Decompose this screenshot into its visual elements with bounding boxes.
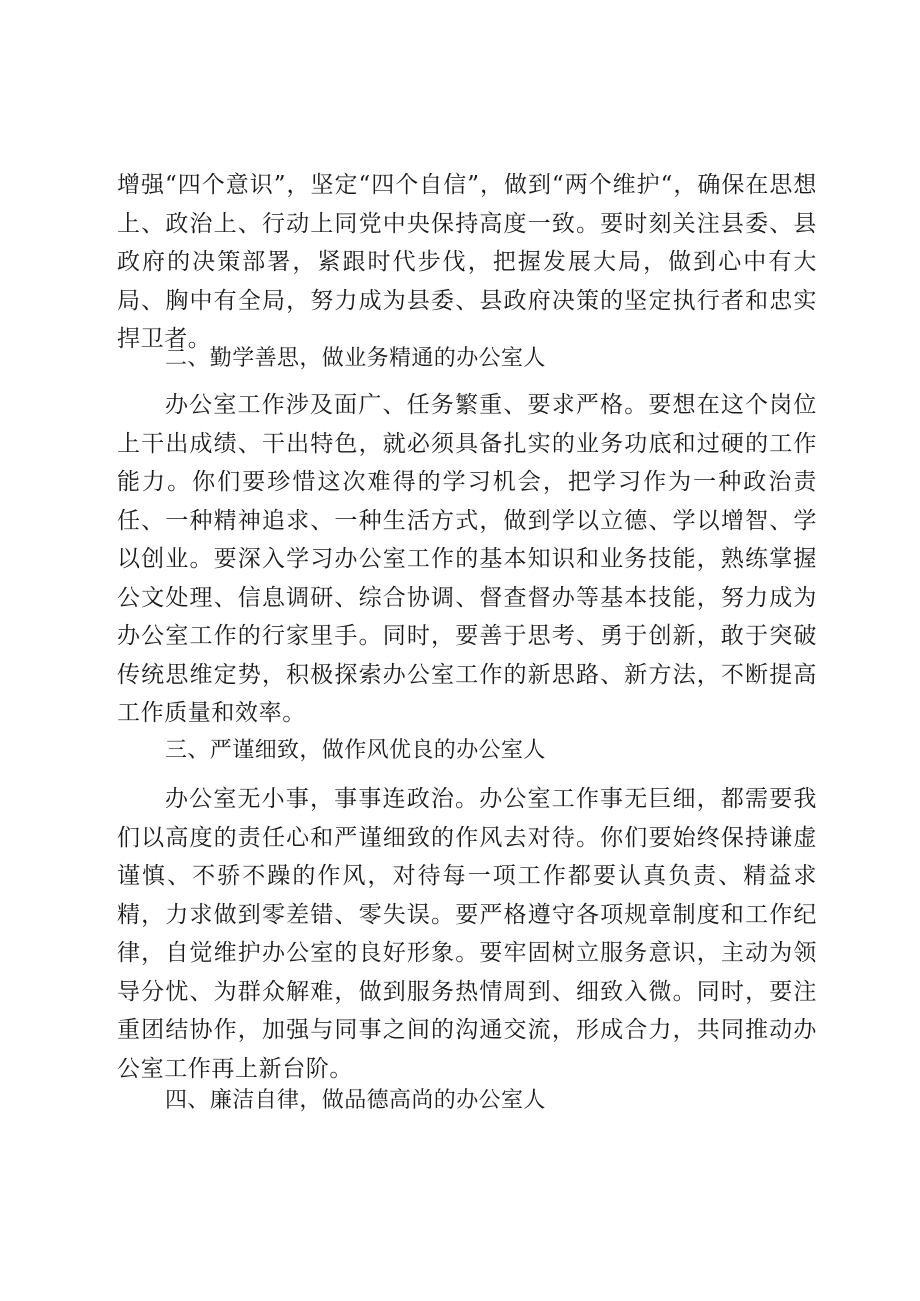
section-heading-2: 二、勤学善思，做业务精通的办公室人 bbox=[165, 346, 546, 371]
section-heading-4: 四、廉洁自律，做品德高尚的办公室人 bbox=[165, 1088, 546, 1113]
body-paragraph-section-2: 办公室工作涉及面广、任务繁重、要求严格。要想在这个岗位上干出成绩、干出特色，就必须具备扎实的业务功底和过硬的工作能力。你们要珍惜这次难得的学习机会，把学习作为一种政治责任、一种精神追求、一种生活方式，做到学以立德、学以增智、学以创业。要深入学习办公室工作的基本知识和业务技能，熟练掌握公文处理、信息调研、综合协调、督查督办等基本技能，努力成为办公室工作的行家里手。同时，要善于思考、勇于创新，敢于突破传统思维定势，积极探索办公室工作的新思路、新方法，不断提高工作质量和效率。 bbox=[117, 392, 817, 726]
section-heading-3: 三、严谨细致，做作风优良的办公室人 bbox=[165, 738, 546, 763]
body-paragraph-section-3: 办公室无小事，事事连政治。办公室工作事无巨细，都需要我们以高度的责任心和严谨细致的作风去对待。你们要始终保持谦虚谨慎、不骄不躁的作风，对待每一项工作都要认真负责、精益求精，力求做到零差错、零失误。要严格遵守各项规章制度和工作纪律，自觉维护办公室的良好形象。要牢固树立服务意识，主动为领导分忧、为群众解难，做到服务热情周到、细致入微。同时，要注重团结协作，加强与同事之间的沟通交流，形成合力，共同推动办公室工作再上新台阶。 bbox=[117, 786, 817, 1082]
body-paragraph-continued: 增强“四个意识”，坚定“四个自信”，做到“两个维护“，确保在思想上、政治上、行动上同党中央保持高度一致。要时刻关注县委、县政府的决策部署，紧跟时代步伐，把握发展大局，做到心中有大局、胸中有全局，努力成为县委、县政府决策的坚定执行者和忠实捍卫者。 bbox=[117, 172, 817, 352]
